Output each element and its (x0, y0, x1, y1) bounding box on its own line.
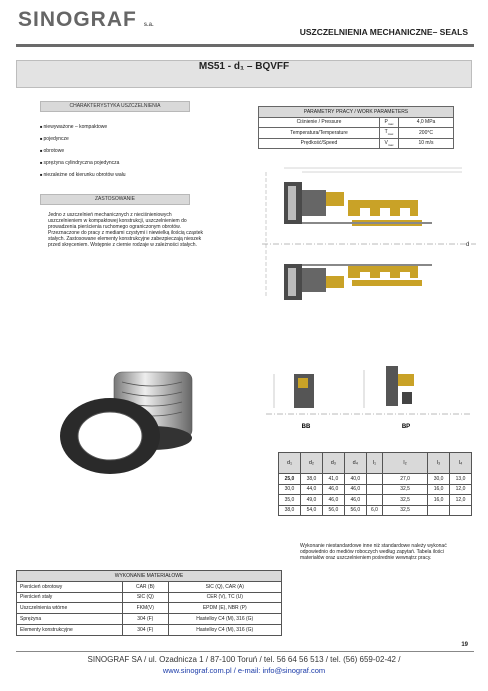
dimensions-header-row: d₁ d₂ d₃ d₄ l₁ l₂ l₃ l₄ (279, 453, 472, 474)
seat-label-bp: BP (401, 424, 411, 430)
parameter-row: Prędkość/Speed $V_{max}$ 10 m/s (259, 138, 454, 149)
application-heading: ZASTOSOWANIE (40, 194, 190, 205)
features-list (40, 124, 240, 184)
product-title-bar (16, 60, 472, 88)
footer-address: SINOGRAF SA / ul. Ozadnicza 1 / 87-100 Toruń / tel. 56 64 56 513 / tel. (56) 659-02-42 / (87, 655, 401, 664)
company-logo: SINOGRAF s.a. (18, 8, 154, 31)
table-row: 38,0 54,0 56,0 56,0 6,0 32,5 (279, 505, 472, 516)
page-number: 19 (461, 642, 468, 648)
table-row: Sprężyna 304 (F) Hastelloy C4 (M), 316 (G) (17, 614, 282, 625)
seal-section-drawing (262, 162, 476, 304)
product-title: MS51 - d₁ – BQVFF (198, 61, 290, 72)
table-row: Uszczelnienia wtórne FKM(V) EPDM (E), NBR (P) (17, 603, 282, 614)
custom-order-note: Wykonanie niestandardowe inne niż standardowe należy wykonać odpowiednio do mediów roboczych według zapytań. Tabela ilości materiałów oraz uszczelnieniem pośrednie wewnątrz pracy. (300, 543, 447, 561)
features-heading: CHARAKTERYSTYKA USZCZELNIENIA (40, 101, 190, 112)
materials-heading: WYKONANIE MATERIAŁOWE (17, 571, 282, 582)
feature-item: ■ obrotowe (40, 148, 240, 154)
shaft-diameter-label: d (466, 242, 470, 248)
parameter-row: Temperatura/Temperature $T_{max}$ 200°C (259, 128, 454, 139)
header-divider (16, 44, 474, 47)
feature-item: ■ niezależne od kierunku obrotów wału (40, 172, 240, 178)
table-row: 35,0 49,0 46,0 46,0 32,5 16,0 12,0 (279, 495, 472, 506)
application-text: Jedno z uszczelnień mechanicznych z nieciśnieniowych uszczelnieniem w kompaktowej konstrukcji, uszczelnieniem do prowadzenia pierścienia ruchomego ograniczonym obrotów. Przeznaczone do pracy z mediami czystymi i niewielką ilością cząstek stałych. Zastosowane elementy konstrukcyjne zabezpieczają nieszek przed skręceniem. Wstępnie z ciernie rodzaje w zależności stałych. (48, 212, 204, 248)
dimensions-table (278, 452, 472, 516)
parameters-heading: PARAMETRY PRACY / WORK PARAMETERS (259, 107, 454, 118)
table-row: Pierścień obrotowy CAR (B) SIC (Q), CAR (A) (17, 581, 282, 592)
feature-item: ■ sprężyna cylindryczna pojedyncza (40, 160, 240, 166)
footer-divider (16, 651, 474, 652)
footer-contact-link[interactable]: www.sinograf.com.pl / e-mail: info@sinograf.com (162, 666, 326, 675)
table-row: 25,0 38,0 41,0 40,0 27,0 30,0 13,0 (279, 474, 472, 485)
parameter-row: Ciśnienie / Pressure $P_{max}$ 4,0 MPa (259, 117, 454, 128)
seat-variants-drawing (266, 344, 472, 434)
seat-label-bb: BB (301, 424, 311, 430)
feature-item: ■ pojedyncze (40, 136, 240, 142)
table-row: Elementy konstrukcyjne 304 (F) Hastelloy C4 (M), 316 (G) (17, 624, 282, 635)
product-photo (52, 366, 218, 478)
feature-item: ■ niewyważone – kompaktowe (40, 124, 240, 130)
header-title: USZCZELNIENIA MECHANICZNE– SEALS (299, 27, 468, 37)
materials-table (16, 570, 282, 636)
parameters-table (258, 106, 454, 149)
table-row: 30,0 44,0 46,0 46,0 32,5 16,0 12,0 (279, 484, 472, 495)
table-row: Pierścień stały SIC (Q) CER (V), TC (U) (17, 592, 282, 603)
